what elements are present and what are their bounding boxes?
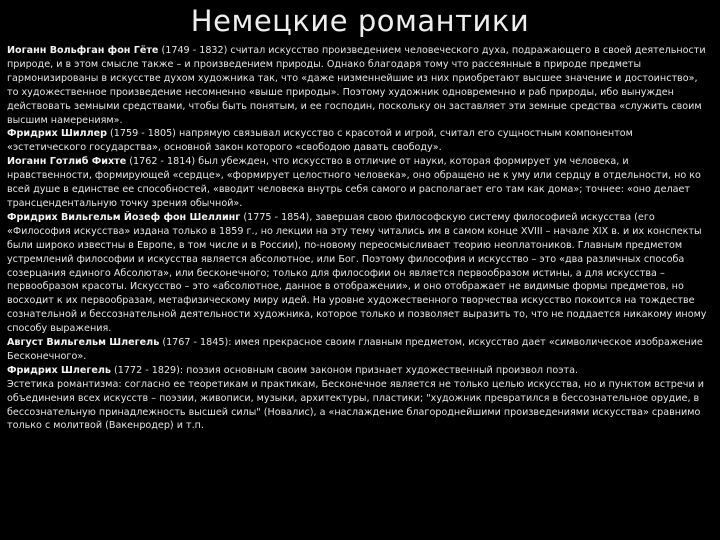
paragraph-goethe <box>7 44 710 127</box>
paragraph-text: Эстетика романтизма: согласно ее теоретикам и практикам, Бесконечное является не только целью искусства, но и пунктом встречи и объединения всех искусств – поэзии, живописи, музыки, архитектуры, пластики; "художник превратился в бессознательное орудие, в бессознательную принадлежность высшей силы" (Новалис), а «наслаждение благороднейшими произведениями искусства» сравнимо только с молитвой (Вакенродер) и т.п. <box>7 378 704 432</box>
author-name: Фридрих Шиллер <box>7 128 107 140</box>
paragraph-schiller <box>7 127 710 155</box>
slide-body <box>7 44 710 433</box>
slide-title: Немецкие романтики <box>190 4 530 38</box>
paragraph-text: (1762 - 1814) был убежден, что искусство в отличие от науки, которая формирует ум человека, и нравственности, формирующей «сердце», «формирует целостного человека», оно обращено не к уму или сердцу в отдельности, но ко всей душе в единстве ее способностей, «вводит человека внутрь себя самого и располагает его там как дома»; точнее: «оно делает трансцендентальную точку зрения обычной». <box>7 156 701 209</box>
paragraph-text: (1749 - 1832) считал искусство произведением человеческого духа, подражающего в своей деятельности природе, и в этом смысле также – и произведением природы. Однако благодаря тому что рассеянные в природе предметы гармонизированы в искусстве духом художника так, что «даже низменнейшие из них приобретают высшее значение и достоинство», то художественное произведение несомненно «выше природы». Поэтому художник одновременно и раб природы, ибо вынужден действовать земными средствами, чтобы быть понятым, и ее господин, поскольку он заставляет эти земные средства «служить своим высшим намерениям». <box>7 45 706 126</box>
paragraph-text: (1775 - 1854), завершая свою философскую систему философией искусства (его «Философия искусства» издана только в 1859 г., но лекции на эту тему читались им в самом конце XVIII – начале XIX в. и их конспекты были широко известны в Европе, в том числе и в России), по-новому переосмысливает теорию неоплатоников. Главным предметом устремлений философии и искусства является абсолютное, или Бог. Поэтому философия и искусство – это «два различных способа созерцания единого Абсолюта», или бесконечного; только для философии он является первообразом истины, а для искусства – первообразом красоты. Искусство – это «абсолютное, данное в отображении», и оно отображает не видимые формы предметов, но восходит к их первообразам, метафизическому миру идей. На уровне художественного творчества искусство покоится на тождестве сознательной и бессознательной деятельности художника, которое только и позволяет выразить то, что не поддается никакому иному способу выражения. <box>7 211 707 335</box>
paragraph-romanticism <box>7 378 710 434</box>
author-name: Иоганн Вольфган фон Гёте <box>7 45 159 56</box>
author-name: Фридрих Вильгельм Йозеф фон Шеллинг <box>7 211 241 223</box>
author-name: Август Вильгельм Шлегель <box>7 337 160 349</box>
paragraph-text: (1759 - 1805) напрямую связывал искусство с красотой и игрой, считал его сущностным компонентом «эстетического государства», основной закон которого «свободою давать свободу». <box>7 128 633 154</box>
paragraph-schelling <box>7 211 710 336</box>
paragraph-text: (1772 - 1829): поэзия основным своим законом признает художественный произвол поэта. <box>110 364 579 376</box>
paragraph-text: (1767 - 1845): имея прекрасное своим главным предметом, искусство дает «символическое изображение Бесконечного». <box>7 337 703 362</box>
author-name: Иоганн Готлиб Фихте <box>7 156 127 168</box>
paragraph-a-w-schlegel <box>7 336 710 364</box>
paragraph-fichte <box>7 155 710 211</box>
paragraph-f-schlegel <box>7 364 710 378</box>
author-name: Фридрих Шлегель <box>7 364 111 376</box>
